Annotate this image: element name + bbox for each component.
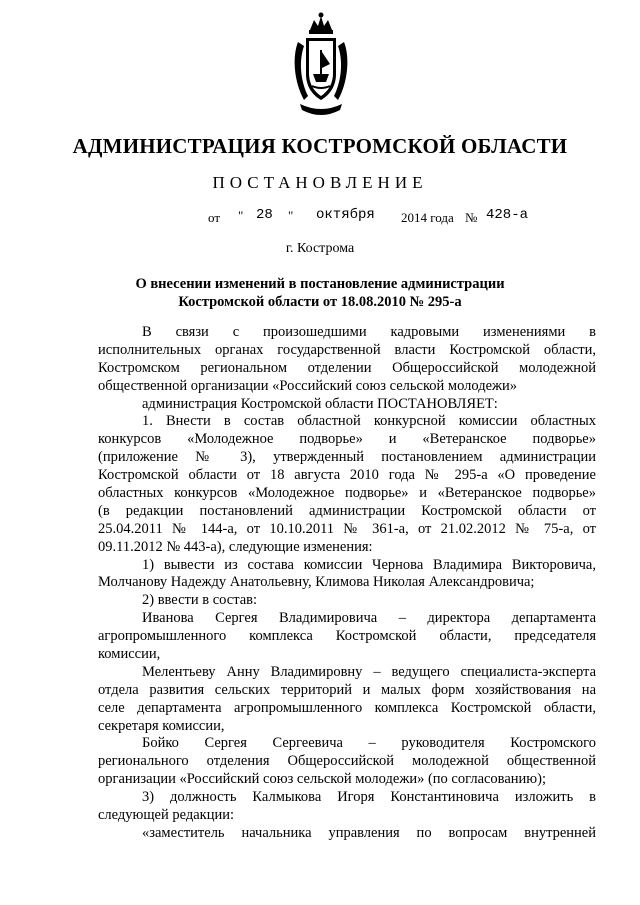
body-line: 1) вывести из состава комиссии Чернова Владимира Викторовича, bbox=[142, 556, 596, 573]
body-line: администрация Костромской области ПОСТАНОВЛЯЕТ: bbox=[142, 395, 498, 412]
quote-close: " bbox=[288, 208, 294, 223]
year-text: 2014 года bbox=[401, 210, 454, 225]
city-name: г. Кострома bbox=[285, 241, 355, 256]
body-line: 2) ввести в состав: bbox=[142, 592, 258, 609]
body-line: (приложение № 3), утвержденный постановлением администрации bbox=[98, 449, 596, 466]
body-line: Костромском региональном отделении Общероссийской молодежной bbox=[98, 359, 596, 376]
body-line: конкурсов «Молодежное подворье» и «Ветеранское подворье» bbox=[98, 431, 596, 448]
organization-title: АДМИНИСТРАЦИЯ КОСТРОМСКОЙ ОБЛАСТИ bbox=[72, 134, 568, 158]
body-line: «заместитель начальника управления по вопросам внутренней bbox=[142, 824, 596, 841]
subject-line-1: О внесении изменений в постановление администрации bbox=[135, 276, 505, 292]
body-line: следующей редакции: bbox=[98, 807, 235, 824]
document-number: 428-а bbox=[486, 207, 529, 223]
body-line: селе департамента агропромышленного комплекса Костромской области, bbox=[98, 699, 596, 716]
body-line: 09.11.2012 № 443-а), следующие изменения: bbox=[98, 538, 373, 555]
body-line: комиссии, bbox=[98, 646, 161, 663]
body-line: областных конкурсов «Молодежное подворье» и «Ветеранское подворье» bbox=[98, 485, 596, 502]
body-line: 3) должность Калмыкова Игоря Константиновича изложить в bbox=[142, 789, 596, 806]
body-line: Молчанову Надежду Анатольевну, Климова Николая Александровича; bbox=[98, 574, 535, 591]
date-day: 28 bbox=[256, 207, 273, 223]
body-line: отдела развития сельских территорий и малых форм хозяйствования на bbox=[98, 681, 596, 698]
body-line: общественной организации «Российский союз сельской молодежи» bbox=[98, 377, 518, 394]
body-line: регионального отделения Общероссийской молодежной общественной bbox=[98, 753, 596, 770]
from-label: от bbox=[208, 210, 221, 225]
body-line: секретаря комиссии, bbox=[98, 717, 225, 734]
body-line: Костромской области от 18 августа 2010 года № 295-а «О проведение bbox=[98, 467, 596, 484]
body-line: Бойко Сергея Сергеевича – руководителя Костромского bbox=[142, 735, 596, 752]
quote-open: " bbox=[238, 208, 244, 223]
body-line: организации «Российский союз сельской молодежи» (по согласованию); bbox=[98, 771, 546, 788]
body-line: исполнительных органах государственной власти Костромской области, bbox=[98, 341, 596, 358]
body-line: Мелентьеву Анну Владимировну – ведущего специалиста-эксперта bbox=[142, 663, 596, 680]
body-line: (в редакции постановлений администрации Костромской области от bbox=[98, 502, 596, 519]
body-line: Иванова Сергея Владимировича – директора департамента bbox=[142, 610, 596, 627]
document-type-heading: ПОСТАНОВЛЕНИЕ bbox=[212, 173, 428, 192]
number-sign: № bbox=[465, 210, 478, 225]
body-line: В связи с произошедшими кадровыми изменениями в bbox=[142, 324, 596, 340]
body-line: агропромышленного комплекса Костромской области, председателя bbox=[98, 628, 596, 645]
body-line: 1. Внести в состав областной конкурсной комиссии областных bbox=[142, 413, 596, 430]
coat-of-arms-emblem bbox=[290, 12, 352, 122]
body-line: 25.04.2011 № 144-а, от 10.10.2011 № 361-а, от 21.02.2012 № 75-а, от bbox=[98, 520, 596, 537]
subject-line-2: Костромской области от 18.08.2010 № 295-а bbox=[178, 294, 462, 310]
date-month: октября bbox=[316, 207, 375, 223]
date-number-line bbox=[208, 207, 568, 227]
document-body bbox=[98, 324, 596, 843]
document-subject bbox=[120, 275, 520, 311]
